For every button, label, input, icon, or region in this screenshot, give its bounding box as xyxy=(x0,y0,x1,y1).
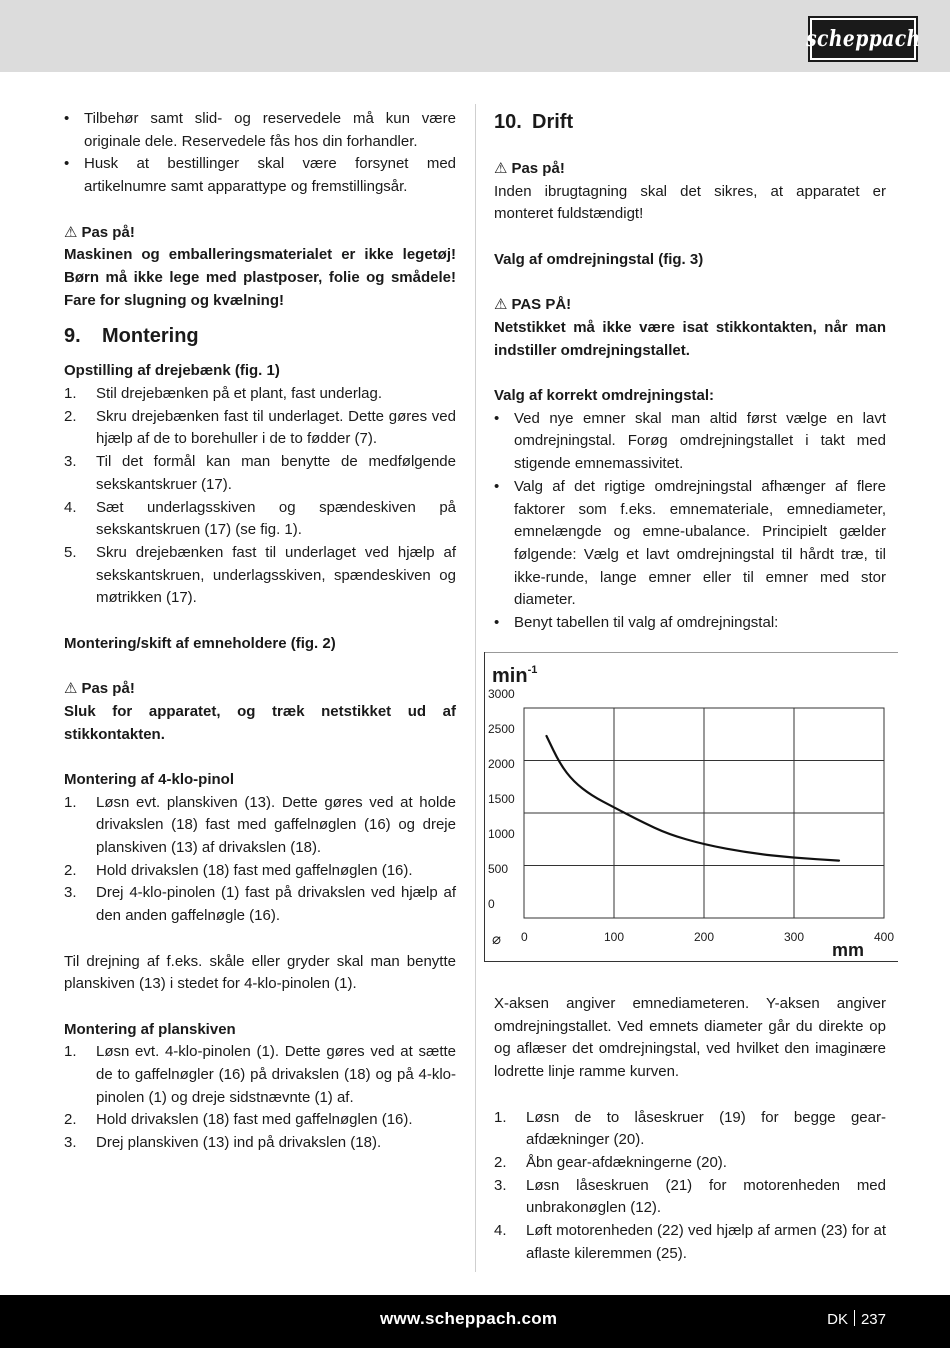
list-item: 2. Hold drivakslen (18) fast med gaffelnøglen (16). xyxy=(64,1111,413,1129)
plan-steps xyxy=(64,1041,456,1155)
list-item: • Tilbehør samt slid- og reservedele må kun være originale dele. Reservedele fås hos din forhandler. xyxy=(64,108,456,153)
warning-text: Inden ibrugtagning skal det sikres, at apparatet er monteret fuldstændigt! xyxy=(494,182,886,223)
chart-grid xyxy=(524,708,884,918)
x-axis-label: mm xyxy=(832,940,865,960)
warning-triangle-icon: ⚠ xyxy=(494,160,508,177)
x-tick-label: 100 xyxy=(604,930,625,944)
right-column-top xyxy=(494,108,886,635)
left-column xyxy=(64,108,456,1155)
x-tick-label: 200 xyxy=(694,930,715,944)
y-tick-label: 3000 xyxy=(488,687,515,701)
warning-heading: ⚠ Pas på! xyxy=(64,223,135,241)
warning-triangle-icon: ⚠ xyxy=(64,223,78,241)
gear-steps xyxy=(494,1107,886,1266)
list-item: • Ved nye emner skal man altid først vælge en lavt omdrejningstal. Forøg omdrejningstallet i takt med stigende emnemassivitet. xyxy=(494,408,886,476)
list-item: 1. Løsn evt. planskiven (13). Dette gøres ved at holde drivakslen (18) fast med gaffelnøglen (16) og dreje planskiven (13) af drivakslen (18). xyxy=(64,793,456,857)
list-item: 2. Åbn gear-afdækningerne (20). xyxy=(494,1153,727,1171)
subheading: Valg af korrekt omdrejningstal: xyxy=(494,386,715,404)
warning-triangle-icon: ⚠ xyxy=(494,296,508,314)
paragraph: X-aksen angiver emnediameteren. Y-aksen angiver omdrejningstallet. Ved emnets diameter går du direkte op og aflæser det omdrejningstal, ved hvilket den imaginære lodrette linje ramme kurven. xyxy=(494,995,886,1081)
y-tick-labels xyxy=(488,687,515,911)
page-number: DK 237 xyxy=(827,1311,886,1328)
list-item: 2. Skru drejebænken fast til underlaget. Dette gøres ved hjælp af de to borehuller i de to fødder (7). xyxy=(64,407,456,448)
subheading: Montering af planskiven xyxy=(64,1020,236,1038)
subheading: Opstilling af drejebænk (fig. 1) xyxy=(64,362,280,380)
y-tick-label: 500 xyxy=(488,862,509,876)
logo-text: scheppach xyxy=(805,26,921,52)
subheading: Montering/skift af emneholdere (fig. 2) xyxy=(64,634,336,652)
list-item: 2. Hold drivakslen (18) fast med gaffelnøglen (16). xyxy=(64,861,413,879)
y-axis-label: $\min^{-1}$ xyxy=(492,664,538,687)
list-item: 1. Løsn de to låseskruer (19) for begge gear-afdækninger (20). xyxy=(494,1108,886,1149)
footer-url[interactable]: www.scheppach.com xyxy=(380,1309,558,1328)
right-column-bottom xyxy=(494,993,886,1265)
accessory-bullets xyxy=(64,108,456,199)
y-tick-label: 1500 xyxy=(488,792,515,806)
list-item: 3. Løsn låseskruen (21) for motorenheden med unbrakonøglen (12). xyxy=(494,1176,886,1217)
list-item: • Benyt tabellen til valg af omdrejningstal: xyxy=(494,612,886,635)
y-tick-label: 0 xyxy=(488,897,495,911)
subheading: Montering af 4-klo-pinol xyxy=(64,770,234,788)
x-tick-label: 300 xyxy=(784,930,805,944)
speed-bullets xyxy=(494,408,886,635)
y-tick-label: 1000 xyxy=(488,827,515,841)
section-heading: 10. Drift xyxy=(494,111,574,133)
speed-chart-svg xyxy=(484,652,898,962)
list-item: 3. Drej planskiven (13) ind på drivakslen (18). xyxy=(64,1134,382,1152)
warning-heading: ⚠ Pas på! xyxy=(494,160,565,177)
x-tick-label: 0 xyxy=(521,930,528,944)
warning-text: Sluk for apparatet, og træk netstikket ud af stikkontakten. xyxy=(64,702,456,743)
list-item: 5. Skru drejebænken fast til underlaget ved hjælp af sekskantskruen, underlagsskiven, spændeskiven og møtrikken (17). xyxy=(64,543,456,607)
warning-heading: ⚠ PAS PÅ! xyxy=(494,296,572,314)
y-tick-label: 2500 xyxy=(488,722,515,736)
list-item: 1. Stil drejebænken på et plant, fast underlag. xyxy=(64,385,383,403)
warning-text: Maskinen og emballeringsmaterialet er ikke legetøj! Børn må ikke lege med plastposer, folie og smådele! Fare for slugning og kvælning! xyxy=(64,246,456,309)
column-divider xyxy=(475,104,476,1272)
list-item: • Husk at bestillinger skal være forsynet med artikelnumre samt apparattype og fremstillingsår. xyxy=(64,153,456,198)
list-item: 4. Løft motorenheden (22) ved hjælp af armen (23) for at aflaste kileremmen (25). xyxy=(494,1222,886,1262)
footer-bar xyxy=(0,1295,950,1348)
setup-steps xyxy=(64,383,456,610)
y-tick-label: 2000 xyxy=(488,757,515,771)
warning-heading: ⚠ Pas på! xyxy=(64,680,135,698)
warning-text: Netstikket må ikke være isat stikkontakten, når man indstiller omdrejningstallet. xyxy=(494,318,886,359)
list-item: 3. Til det formål kan man benytte de medfølgende sekskantskruer (17). xyxy=(64,453,456,493)
scheppach-logo xyxy=(805,16,921,62)
diameter-symbol: ⌀ xyxy=(492,930,502,948)
list-item: 1. Løsn evt. 4-klo-pinolen (1). Dette gøres ved at sætte de to gaffelnøgler (16) på drivakslen (18) og på 4-klo-pinolen (1) og dreje sidstnævnte (1) af. xyxy=(64,1043,456,1106)
paragraph: Til drejning af f.eks. skåle eller gryder skal man benytte planskiven (13) i stedet for 4-klo-pinolen (1). xyxy=(64,952,456,993)
header-bar xyxy=(0,0,950,72)
section-heading: 9. Montering xyxy=(64,325,199,348)
list-item: 3. Drej 4-klo-pinolen (1) fast på drivakslen ved hjælp af den anden gaffelnøgle (16). xyxy=(64,884,456,925)
chart-series xyxy=(547,736,840,861)
speed-curve xyxy=(547,736,840,861)
pinol-steps xyxy=(64,792,456,928)
speed-chart xyxy=(484,652,898,962)
list-item: 4. Sæt underlagsskiven og spændeskiven på sekskantskruen (17) (se fig. 1). xyxy=(64,498,456,539)
x-tick-label: 400 xyxy=(874,930,895,944)
subheading: Valg af omdrejningstal (fig. 3) xyxy=(494,250,704,268)
warning-triangle-icon: ⚠ xyxy=(64,680,78,698)
list-item: • Valg af det rigtige omdrejningstal afhænger af flere faktorer som f.eks. emnemateriale, emnediameter, emnelængde og emne-ubalance. Principielt gælder følgende: Vælg et lavt omdrejningstal til hårdt træ, til ikke-runde, lange emner eller til emner med stor diameter. xyxy=(494,476,886,612)
